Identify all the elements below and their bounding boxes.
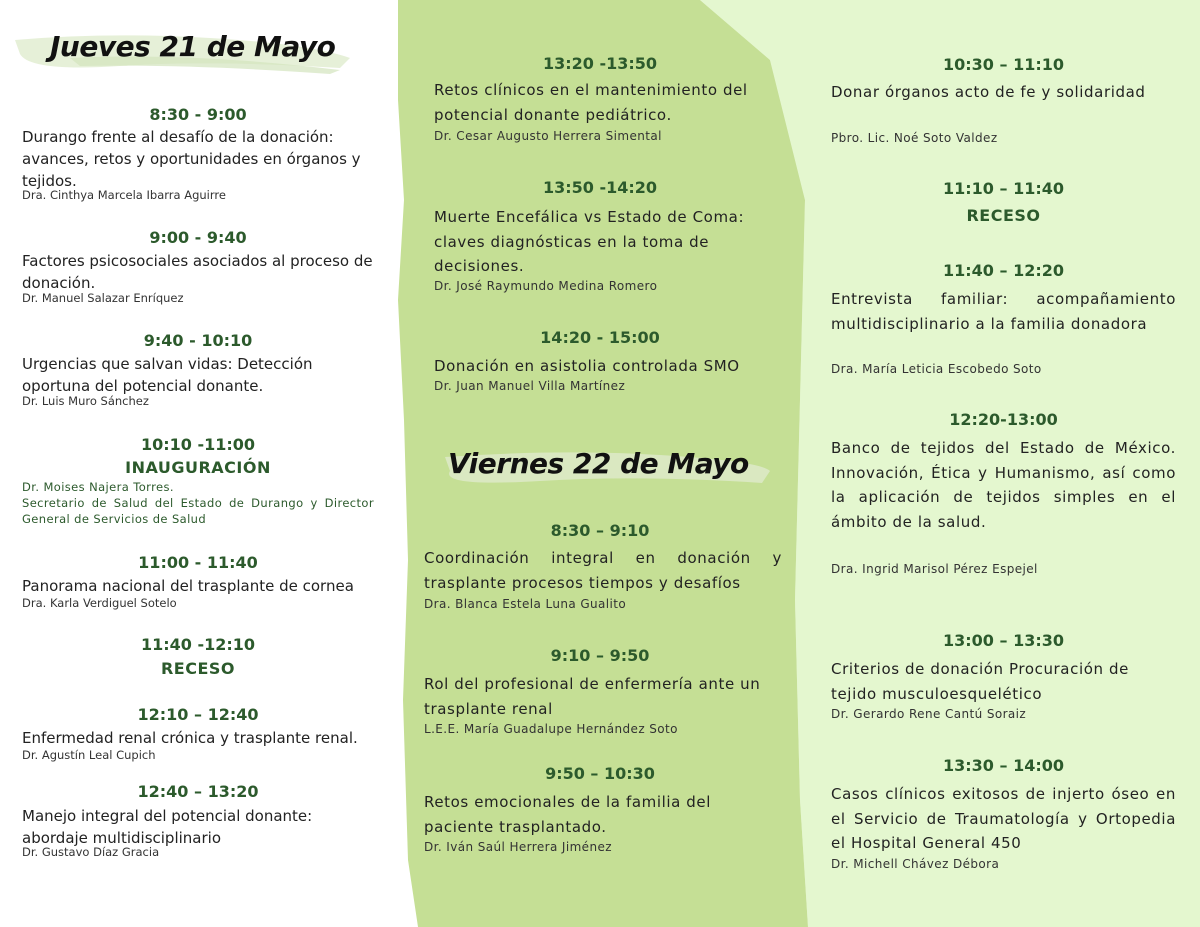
break-label: RECESO: [160, 659, 236, 678]
session-title: Factores psicosociales asociados al proceso de donación.: [22, 252, 373, 292]
session-title: Enfermedad renal crónica y trasplante renal.: [22, 729, 358, 747]
session-title: Casos clínicos exitosos de injerto óseo en el Servicio de Traumatología y Ortopedia el Hospital General 450: [831, 785, 1176, 852]
session-time: 11:10 – 11:40: [943, 179, 1064, 198]
session-title: Muerte Encefálica vs Estado de Coma: claves diagnósticas en la toma de decisiones.: [434, 208, 745, 275]
session-title: Donar órganos acto de fe y solidaridad: [831, 83, 1146, 101]
session-speaker: Dra. María Leticia Escobedo Soto: [831, 362, 1042, 376]
session-title: Urgencias que salvan vidas: Detección oportuna del potencial donante.: [22, 355, 313, 395]
session-time: 14:20 - 15:00: [540, 328, 660, 347]
session-time: 11:40 -12:10: [140, 635, 256, 654]
session-speaker: Dr. José Raymundo Medina Romero: [434, 279, 658, 293]
day1-title: Jueves 21 de Mayo: [50, 30, 336, 63]
session-time: 11:00 - 11:40: [138, 553, 258, 572]
session-time: 8:30 - 9:00: [149, 105, 247, 124]
session-time: 9:50 – 10:30: [545, 764, 655, 783]
session-speaker: Dra. Karla Verdiguel Sotelo: [22, 596, 177, 610]
session-speaker: Pbro. Lic. Noé Soto Valdez: [831, 131, 998, 145]
session-time: 13:50 -14:20: [542, 178, 658, 197]
session-time: 12:10 – 12:40: [137, 705, 259, 724]
session-time: 12:20-13:00: [949, 410, 1058, 429]
session-speaker: Dr. Cesar Augusto Herrera Simental: [434, 129, 662, 143]
session-time: 13:00 – 13:30: [943, 631, 1064, 650]
session-time: 13:20 -13:50: [542, 54, 658, 73]
session-speaker: Dra. Ingrid Marisol Pérez Espejel: [831, 562, 1038, 576]
session-title: Banco de tejidos del Estado de México. Innovación, Ética y Humanismo, así como la aplicación de tejidos simples en el ámbito de la salud.: [831, 439, 1176, 531]
session-time: 10:10 -11:00: [140, 435, 256, 454]
session-time: 8:30 – 9:10: [550, 521, 650, 540]
session-title: Coordinación integral en donación y trasplante procesos tiempos y desafíos: [424, 549, 782, 592]
session-speaker: Dra. Cinthya Marcela Ibarra Aguirre: [22, 188, 226, 202]
inauguration-label: INAUGURACIÓN: [125, 458, 271, 477]
session-speaker: L.E.E. María Guadalupe Hernández Soto: [424, 722, 678, 736]
session-title: Entrevista familiar: acompañamiento multidisciplinario a la familia donadora: [831, 290, 1176, 333]
session-time: 13:30 – 14:00: [943, 756, 1064, 775]
inauguration-speaker: Dr. Moises Najera Torres.: [22, 480, 174, 494]
session-speaker: Dr. Juan Manuel Villa Martínez: [434, 379, 626, 393]
break-label: RECESO: [966, 206, 1041, 225]
session-time: 11:40 – 12:20: [943, 261, 1064, 280]
session-title: Retos emocionales de la familia del paciente trasplantado.: [424, 793, 712, 836]
day2-title: Viernes 22 de Mayo: [448, 447, 749, 480]
session-speaker: Dra. Blanca Estela Luna Gualito: [424, 597, 627, 611]
session-time: 9:00 - 9:40: [149, 228, 247, 247]
inauguration-role: Secretario de Salud del Estado de Durango y Director General de Servicios de Salud: [22, 496, 374, 526]
session-speaker: Dr. Luis Muro Sánchez: [22, 394, 149, 408]
session-title: Manejo integral del potencial donante: abordaje multidisciplinario: [22, 807, 313, 847]
session-title: Rol del profesional de enfermería ante un trasplante renal: [424, 675, 761, 718]
session-time: 9:40 - 10:10: [143, 331, 253, 350]
session-title: Durango frente al desafío de la donación: avances, retos y oportunidades en órganos y tejidos.: [22, 128, 361, 190]
session-speaker: Dr. Michell Chávez Débora: [831, 857, 1000, 871]
session-speaker: Dr. Agustín Leal Cupich: [22, 748, 156, 762]
session-time: 9:10 – 9:50: [550, 646, 650, 665]
session-speaker: Dr. Manuel Salazar Enríquez: [22, 291, 184, 305]
session-title: Donación en asistolia controlada SMO: [434, 357, 740, 375]
session-speaker: Dr. Gustavo Díaz Gracia: [22, 845, 160, 859]
session-speaker: Dr. Gerardo Rene Cantú Soraiz: [831, 707, 1027, 721]
session-title: Criterios de donación Procuración de tejido musculoesquelético: [831, 660, 1129, 703]
session-time: 10:30 – 11:10: [943, 55, 1064, 74]
inauguration-detail: [22, 479, 374, 527]
session-title: Retos clínicos en el mantenimiento del potencial donante pediátrico.: [434, 81, 748, 124]
session-speaker: Dr. Iván Saúl Herrera Jiménez: [424, 840, 612, 854]
session-title: Panorama nacional del trasplante de cornea: [22, 577, 354, 595]
session-time: 12:40 – 13:20: [137, 782, 259, 801]
